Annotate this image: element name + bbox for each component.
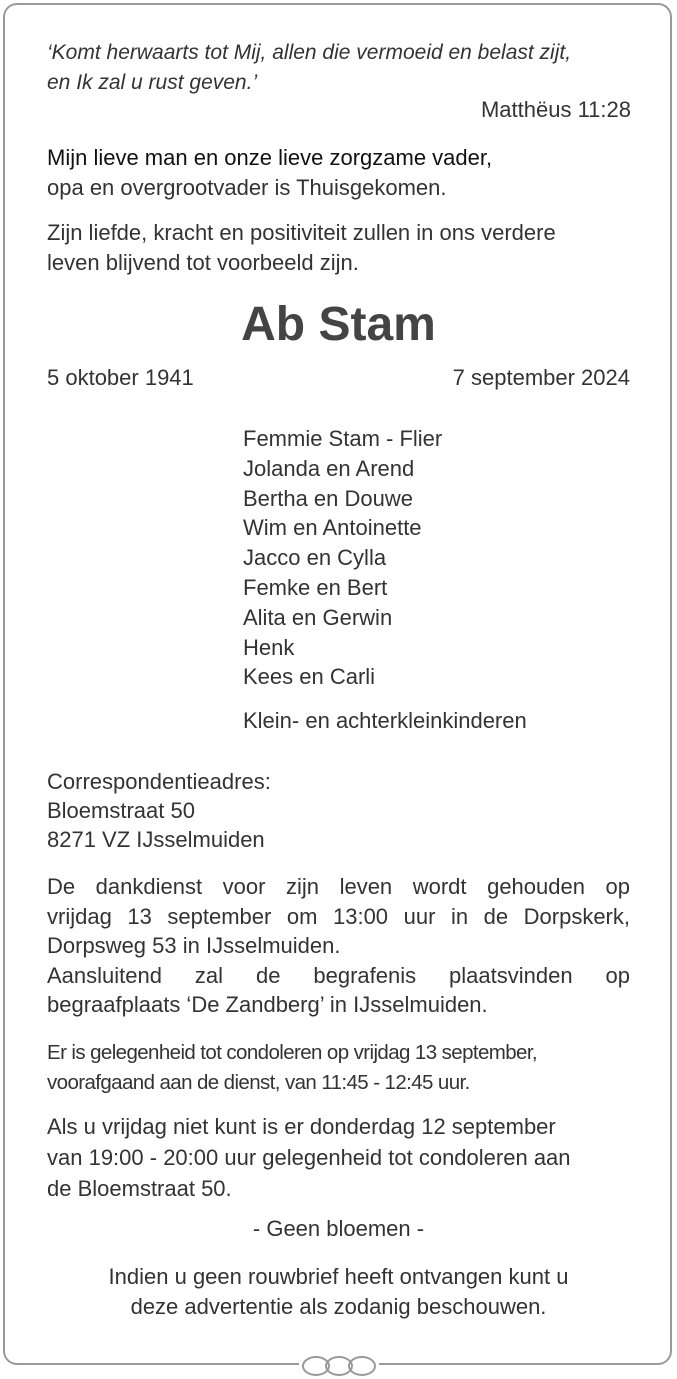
deceased-name: Ab Stam [241, 298, 436, 351]
ornament-icon [299, 1353, 379, 1379]
closing-line: Indien u geen rouwbrief heeft ontvangen kunt u [108, 1264, 569, 1289]
address-city: 8271 VZ IJsselmuiden [47, 827, 265, 852]
closing-line: deze advertentie als zodanig beschouwen. [130, 1294, 547, 1319]
address-label: Correspondentieadres: [47, 769, 271, 794]
condolence-line: voorafgaand aan de dienst, van 11:45 - 12:45 uur. [47, 1070, 470, 1094]
death-date: 7 september 2024 [452, 365, 630, 390]
verse-line: en Ik zal u rust geven.’ [47, 71, 258, 94]
family-member: Wim en Antoinette [243, 515, 422, 541]
family-list [243, 424, 442, 692]
closing-notice [0, 1262, 677, 1322]
family-member: Henk [243, 634, 295, 660]
family-member: Jolanda en Arend [243, 455, 415, 481]
family-member: Kees en Carli [243, 664, 376, 690]
bible-verse [47, 38, 631, 98]
family-member: Jacco en Cylla [243, 545, 387, 571]
family-member: Bertha en Douwe [243, 485, 413, 511]
no-flowers-notice: - Geen bloemen - [252, 1216, 425, 1241]
tribute-paragraph [47, 218, 637, 278]
condolence-line: de Bloemstraat 50. [47, 1176, 232, 1201]
address-street: Bloemstraat 50 [47, 798, 195, 823]
condolence-paragraph [47, 1038, 637, 1097]
correspondence-address [47, 767, 271, 854]
service-line: Dorpsweg 53 in IJsselmuiden. [47, 933, 341, 958]
service-paragraph [47, 872, 630, 1020]
family-member: Alita en Gerwin [243, 604, 393, 630]
intro-paragraph [47, 143, 637, 203]
service-line: De dankdienst voor zijn leven wordt gehouden op [47, 874, 630, 899]
birth-date: 5 oktober 1941 [47, 365, 194, 390]
verse-line: ‘Komt herwaarts tot Mij, allen die vermoeid en belast zijt, [47, 41, 572, 64]
tribute-line: Zijn liefde, kracht en positiviteit zullen in ons verdere [47, 220, 556, 245]
condolence-line: Er is gelegenheid tot condoleren op vrijdag 13 september, [47, 1041, 538, 1064]
service-line: vrijdag 13 september om 13:00 uur in de Dorpskerk, [47, 903, 630, 929]
service-line: begraafplaats ‘De Zandberg’ in IJsselmuiden. [47, 992, 488, 1017]
condolence-line: van 19:00 - 20:00 uur gelegenheid tot condoleren aan [47, 1145, 571, 1170]
service-line: Aansluitend zal de begrafenis plaatsvinden op [47, 962, 630, 988]
condolence-line: Als u vrijdag niet kunt is er donderdag 12 september [47, 1114, 556, 1139]
intro-line: Mijn lieve man en onze lieve zorgzame vader, [47, 145, 493, 170]
family-member: Femke en Bert [243, 574, 388, 600]
verse-reference: Matthëus 11:28 [480, 97, 631, 122]
grandchildren-line: Klein- en achterkleinkinderen [243, 708, 527, 733]
family-member: Femmie Stam - Flier [243, 426, 443, 451]
intro-line: opa en overgrootvader is Thuisgekomen. [47, 175, 447, 200]
alternative-condolence-paragraph [47, 1111, 637, 1204]
tribute-line: leven blijvend tot voorbeeld zijn. [47, 250, 359, 275]
